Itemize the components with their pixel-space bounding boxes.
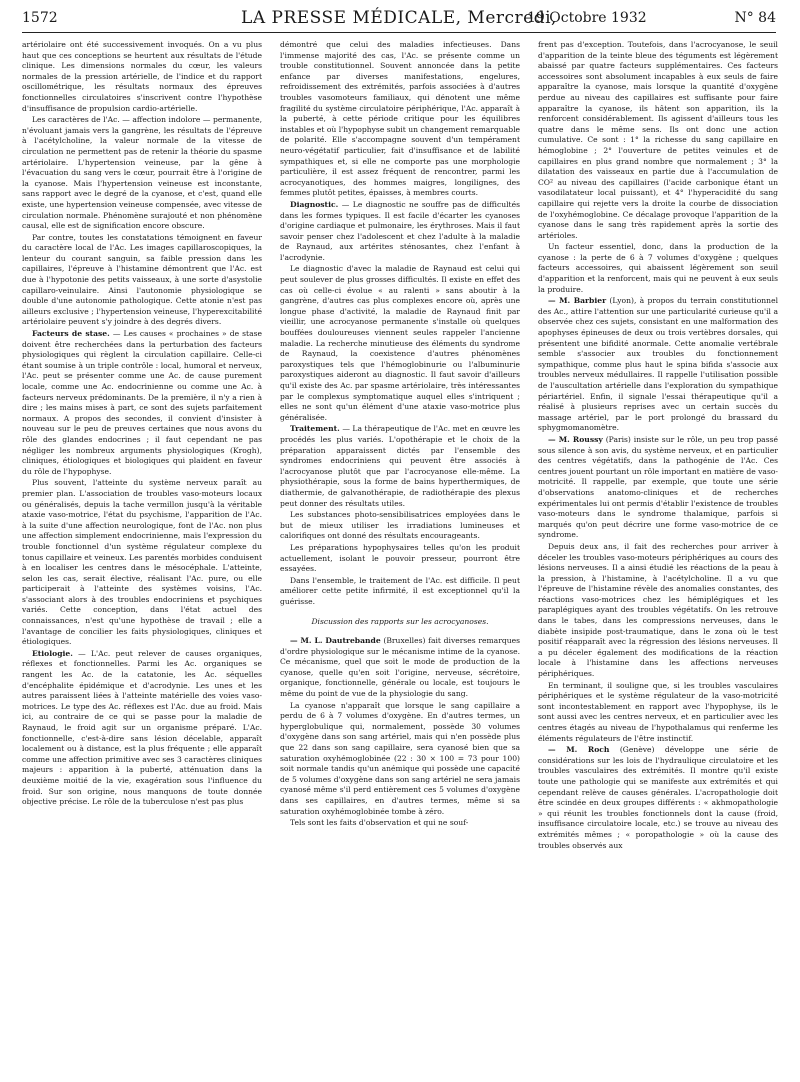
paragraph-text: La cyanose n'apparaît que lorsque le sang capillaire a perdu de 6 à 7 volumes d'oxygène. En d'autres termes, un hyperglobulique qui, normalement, possède 30 volumes d'oxygène dans son sang artériel, mais qui n'en possède plus que 22 dans son sang capillaire, sera cyanosé bien que sa saturation oxyhémoglobinée (22 : 30 × 100 = 73 pour 100) soit normale tandis qu'un anémique qui possède une capacité de 5 volumes d'oxygène dans son sang artériel ne sera jamais cyanosé même s'il perd entièrement ces 5 volumes d'oxygène dans ses capillaires, en d'autres termes, même si sa saturation oxyhémoglobinée tombe à zéro. [280, 700, 520, 816]
issue-date: 19 Octobre 1932 [527, 10, 647, 26]
paragraph [22, 233, 262, 328]
paragraph [538, 745, 778, 851]
paragraph-text: Les substances photo-sensibilisatrices employées dans le but de mieux utiliser les irradiations lumineuses et calorifiques ont donné des résultats encourageants. [280, 510, 520, 541]
paragraph-text: — La thérapeutique de l'Ac. met en œuvre les procédés les plus variés. L'opothérapie et le choix de la préparation apparaissent dictés par l'ensemble des syndromes endocriniens qui peuvent être associés à l'acrocyanose plutôt que par l'acrocyanose elle-même. La physiothérapie, sous la forme de bains hyperthermiques, de diathermie, de galvanothérapie, de radiothérapie des plexus peut donner des résultats utiles. [280, 424, 520, 508]
paragraph [280, 424, 520, 509]
paragraph [22, 329, 262, 477]
paragraph [280, 200, 520, 264]
paragraph [22, 40, 262, 114]
column-left [22, 40, 262, 1074]
paragraph-text: frent pas d'exception. Toutefois, dans l'acrocyanose, le seuil d'apparition de la teinte bleue des téguments est légèrement abaissé par quatre facteurs supplémentaires. Ces facteurs accessoires sont absolument incapables à eux seuls de faire apparaître la cyanose, mais lorsque la quantité d'oxygène perdue au niveau des capillaires est suffisante pour faire apparaître la cyanose, ils hâtent son apparition, ils la renforcent considérablement. Ils agissent d'ailleurs tous les quatre dans le même sens. Ils ont donc une action cumulative. Ce sont : 1° la richesse du sang capillaire en hémoglobine ; 2° l'ouverture de petites veinules et de capillaires en plus grand nombre que normalement ; 3° la dilatation des vaisseaux en partie due à l'accumulation de CO² au niveau des capillaires (l'acide carbonique étant un vasodilatateur local puissant), et 4° l'hyperacidité du sang capillaire qui rejette vers la droite la courbe de dissociation de l'oxyhémoglobine. Ce décalage provoque l'apparition de la cyanose dans le sang très rapidement après la sortie des artérioles. [538, 40, 778, 240]
paragraph [280, 264, 520, 423]
paragraph-text: Dans l'ensemble, le traitement de l'Ac. est difficile. Il peut améliorer cette petite infirmité, il est exceptionnel qu'il la guérisse. [280, 575, 520, 606]
paragraph-text: Depuis deux ans, il fait des recherches pour arriver à déceler les troubles vaso-moteurs périphériques au cours des lésions nerveuses. Il a ainsi étudié les réactions de la peau à la pression, à l'histamine, à l'acétylcholine. Il a vu que l'épreuve de l'histamine révèle des anomalies constantes, des réactions vaso-motrices chez les hémiplégiques et les paraplégiques ayant des troubles végétatifs. On les retrouve dans le tabes, dans les compressions nerveuses, dans le diabète insipide post-traumatique, dans le zona où le test positif réapparaît avec la régression des lésions nerveuses. Il a pu déceler également des modifications de la réaction locale à l'histamine dans les affections nerveuses périphériques. [538, 541, 778, 679]
paragraph-lead: — M. L. Dautrebande [290, 636, 381, 646]
paragraph [280, 510, 520, 542]
paragraph-text: — Les causes « prochaines » de stase doivent être recherchées dans la perturbation des facteurs physiologiques qui règlent la circulation capillaire. Celle-ci étant soumise à un triple contrôle : local, humoral et nerveux, l'Ac. peut se présenter comme une Ac. de cause purement locale, comme une Ac. endocrinienne ou comme une Ac. à facteurs nerveux prédominants. De la première, il n'y a rien à dire ; les mains mises à part, ce sont des sujets parfaitement normaux. A propos des secondes, il convient d'insister à nouveau sur le peu de preuves certaines que nous avons du rôle des glandes endocrines ; il faut cependant ne pas négliger les nombreux arguments physiologiques (Krogh), cliniques, étiologiques et biologiques qui plaident en faveur du rôle de l'hypophyse. [22, 329, 262, 476]
paragraph-text: (Lyon), à propos du terrain constitutionnel des Ac., attire l'attention sur une particularité curieuse qu'il a observée chez ces sujets, consistant en une malformation des apophyses épineuses de deux ou trois vertèbres dorsales, qui présentent une bifidité anormale. Cette anomalie vertébrale semble s'associer aux troubles du fonctionnement sympathique, comme plus haut le spina bifida s'associe aux troubles nerveux médullaires. Il rappelle l'utilisation possible de l'auscultation artérielle dans l'exploration du sympathique périartériel. Enfin, il signale l'essai thérapeutique qu'il a réalisé à plusieurs reprises avec un certain succès du massage artériel, par le port prolongé du brassard du sphygmomanomètre. [538, 296, 778, 433]
paragraph [280, 701, 520, 818]
paragraph-lead: Traitement. [290, 424, 340, 434]
column-right [538, 40, 778, 1074]
paragraph [280, 543, 520, 575]
paragraph [22, 478, 262, 648]
paragraph-text: — L'Ac. peut relever de causes organiques, réflexes et fonctionnelles. Parmi les Ac. organiques se rangent les Ac. de la catatonie, les Ac. séquelles d'encéphalite épidémique et d'acrodynie. Les unes et les autres paraissent liées à l'atteinte matérielle des voies vaso-motrices. Le type des Ac. réflexes est l'Ac. due au froid. Mais ici, au contraire de ce qui se passe pour la maladie de Raynaud, le froid agit sur un organisme préparé. L'Ac. fonctionnelle, c'est-à-dire sans lésion décelable, apparaît localement ou à distance, est la plus fréquente ; elle apparaît comme une affection primitive avec ses 3 caractères cliniques majeurs : apparition à la puberté, atténuation dans la deuxième moitié de la vie, exagération sous l'influence du froid. Sur son origine, nous manquons de toute donnée objective précise. Le rôle de la tuberculose n'est pas plus [22, 648, 262, 807]
paragraph-text: Les préparations hypophysaires telles qu'on les produit actuellement, isolant le pouvoir presseur, pourront être essayées. [280, 542, 520, 574]
column-middle [280, 40, 520, 1074]
journal-title: LA PRESSE MÉDICALE, Mercredi, [241, 8, 557, 28]
paragraph-text: artériolaire ont été successivement invoqués. On a vu plus haut que ces conceptions se heurtent aux résultats de l'étude clinique. Les dimensions normales du cœur, les valeurs normales de la pression artérielle, de l'indice et du rapport oscillométrique, les résultats normaux des épreuves fonctionnelles circulatoires s'inscrivent contre l'hypothèse d'insuffisance de propulsion cardio-artérielle. [22, 40, 262, 113]
paragraph [538, 681, 778, 745]
article-columns [22, 40, 778, 1074]
paragraph-lead: — M. Roch [548, 745, 610, 755]
paragraph-lead: — M. Barbier [548, 296, 607, 306]
paragraph [538, 542, 778, 680]
paragraph [22, 649, 262, 808]
paragraph-text: démontré que celui des maladies infectieuses. Dans l'immense majorité des cas, l'Ac. se présente comme un trouble constitutionnel. Souvent annoncée dans la petite enfance par diverses manifestations, engelures, refroidissement des extrémités, parfois associées à d'autres troubles vasomoteurs familiaux, qui dénotent une même fragilité du système circulatoire périphérique, l'Ac. apparaît à la puberté, à cette période critique pour les équilibres instables et où l'hypophyse subit un changement remarquable de polarité. Elle s'accompagne souvent d'un tempérament neuro-végétatif particulier, fait d'insuffisance et de labilité sympathiques et, si elle ne comporte pas une morphologie particulière, il est assez fréquent de rencontrer, parmi les acrocyanotiques, des hommes maigres, longilignes, des femmes plutôt petites, épaisses, à membres courts. [280, 40, 520, 198]
section-heading [280, 617, 520, 628]
paragraph-text: Plus souvent, l'atteinte du système nerveux paraît au premier plan. L'association de troubles vaso-moteurs locaux ou généralisés, depuis la tache vermillon jusqu'à la véritable ataxie vaso-motrice, l'état du psychisme, l'apparition de l'Ac. à la suite d'une affection neurologique, font de l'Ac. non plus une affection simplement endocrinienne, mais l'expression du trouble fonctionnel d'un système régulateur complexe du tonus capillaire et veineux. Les parentés morbides conduisent à en localiser les centres dans le mésocéphale. L'atteinte, selon les cas, serait élective, réalisant l'Ac. pure, ou elle participerait à l'atteinte des systèmes voisins, l'Ac. s'associant alors à des troubles endocriniens et psychiques variés. Cette conception, dans l'état actuel des connaissances, n'est qu'une hypothèse de travail ; elle a l'avantage de concilier les faits physiologiques, cliniques et étiologiques. [22, 478, 262, 647]
paragraph-text: Les caractères de l'Ac. — affection indolore — permanente, n'évoluant jamais vers la gangrène, les résultats de l'épreuve à l'acétylcholine, la valeur normale de la vitesse de circulation ne permettent pas de retenir la théorie du spasme artériolaire. L'hypertension veineuse, par la gêne à l'évacuation du sang vers le cœur, pourrait être à l'origine de la cyanose. Mais l'hypertension veineuse est inconstante, sans rapport avec le degré de la cyanose, et c'est, quand elle existe, une hypertension veineuse compensée, avec vitesse de circulation normale. Phénomène surajouté et non phénomène causal, elle est de signification encore obscure. [22, 115, 262, 231]
paragraph-text: (Bruxelles) fait diverses remarques d'ordre physiologique sur le mécanisme intime de la cyanose. Ce mécanisme, quel que soit le mode de production de la cyanose, quelle qu'en soit l'origine, nerveuse, sécrétoire, organique, fonctionnelle, générale ou locale, est toujours le même du point de vue de la physiologie du sang. [280, 636, 520, 699]
paragraph-text: Tels sont les faits d'observation et qui ne souf- [290, 818, 469, 828]
paragraph-text: Discussion des rapports sur les acrocyanoses. [311, 617, 489, 627]
paragraph-lead: Etiologie. [32, 648, 73, 658]
paragraph [538, 242, 778, 295]
paragraph-lead: Diagnostic. [290, 199, 339, 209]
paragraph-text: (Paris) insiste sur le rôle, un peu trop passé sous silence à son avis, du système nerveux, et en particulier des centres végétatifs, dans la pathogénie de l'Ac. Ces centres jouent pourtant un rôle important en matière de vaso-motricité. Il rappelle, par exemple, que toute une série d'observations anatomo-cliniques et de recherches expérimentales lui ont permis d'établir l'existence de troubles vaso-moteurs dans le syndrome thalamique, parfois si marqués qu'on peut décrire une forme vaso-motrice de ce syndrome. [538, 434, 778, 540]
paragraph [280, 40, 520, 199]
paragraph [280, 818, 520, 829]
paragraph [538, 296, 778, 434]
page-header [22, 6, 776, 33]
paragraph-text: Par contre, toutes les constatations témoignent en faveur du caractère local de l'Ac. Les images capillaroscopiques, la lenteur du courant sanguin, sa faible pression dans les capillaires, l'épreuve à l'histamine démontrent que l'Ac. est due à l'hypotonie des petits vaisseaux, à une sorte d'asystolie capillaro-veinulaire. Ainsi l'autonomie physiologique se double d'une autonomie pathologique. Cette atonie n'est pas ailleurs exclusive ; l'hypertension veineuse, l'hyperexcitabilité artériolaire peuvent s'y joindre à des degrés divers. [22, 232, 262, 327]
paragraph [538, 40, 778, 241]
paragraph [538, 435, 778, 541]
page-number: 1572 [22, 10, 58, 26]
paragraph-text: Un facteur essentiel, donc, dans la production de la cyanose : la perte de 6 à 7 volumes d'oxygène ; quelques facteurs accessoires, qui abaissent légèrement son seuil d'apparition et la renforcent, mais qui ne peuvent à eux seuls la produire. [538, 242, 778, 294]
paragraph [22, 115, 262, 232]
paragraph-text: En terminant, il souligne que, si les troubles vasculaires périphériques et le système régulateur de la vaso-motricité sont incontestablement en rapport avec l'hypophyse, ils le sont aussi avec les centres nerveux, et en particulier avec les centres étagés au niveau de l'hypothalamus qui renferme les éléments régulateurs de l'être instinctif. [538, 680, 778, 743]
paragraph [280, 576, 520, 608]
paragraph-lead: — M. Roussy [548, 434, 603, 444]
paragraph-text: — Le diagnostic ne souffre pas de difficultés dans les formes typiques. Il est facile d'écarter les cyanoses d'origine cardiaque et pulmonaire, les érythroses. Mais il faut savoir penser chez l'adolescent et chez l'adulte à la maladie de Raynaud, aux artérites sténosantes, chez l'enfant à l'acrodynie. [280, 199, 520, 262]
paragraph [280, 636, 520, 700]
paragraph-text: (Genève) développe une série de considérations sur les lois de l'hydraulique circulatoire et les troubles vasculaires des extrémités. Il montre qu'il existe toute une pathologie qui se manifeste aux extrémités et qui cependant relève de causes générales. L'acropathologie doit être scindée en deux groupes différents : « akhmopathologie » qui réunit les troubles fonctionnels dont la cause (froid, insuffisance circulatoire locale, etc.) se trouve au niveau des extrémités mêmes ; « poropathologie » où la cause des troubles observés aux [538, 745, 778, 850]
issue-number: N° 84 [734, 10, 776, 26]
paragraph-text: Le diagnostic d'avec la maladie de Raynaud est celui qui peut soulever de plus grosses difficultés. Il existe en effet des cas où celle-ci évolue « au ralenti » sans aboutir à la gangrène, d'autres cas plus complexes encore où, après une longue phase d'activité, la maladie de Raynaud finit par vieillir, une acrocyanose permanente s'installe où quelques bouffées douloureuses viennent seules rappeler l'ancienne maladie. La recherche minutieuse des éléments du syndrome de Raynaud, la coexistence d'autres phénomènes paroxystiques tels que l'hémoglobinurie ou l'albuminurie paroxystiques aideront au diagnostic. Il faut savoir d'ailleurs qu'il existe des Ac. par spasme artériolaire, très intéressantes par le complexus symptomatique auquel elles s'intriquent ; elles ne sont qu'un élément d'une ataxie vaso-motrice plus généralisée. [280, 264, 520, 422]
paragraph-lead: Facteurs de stase. [32, 329, 110, 339]
